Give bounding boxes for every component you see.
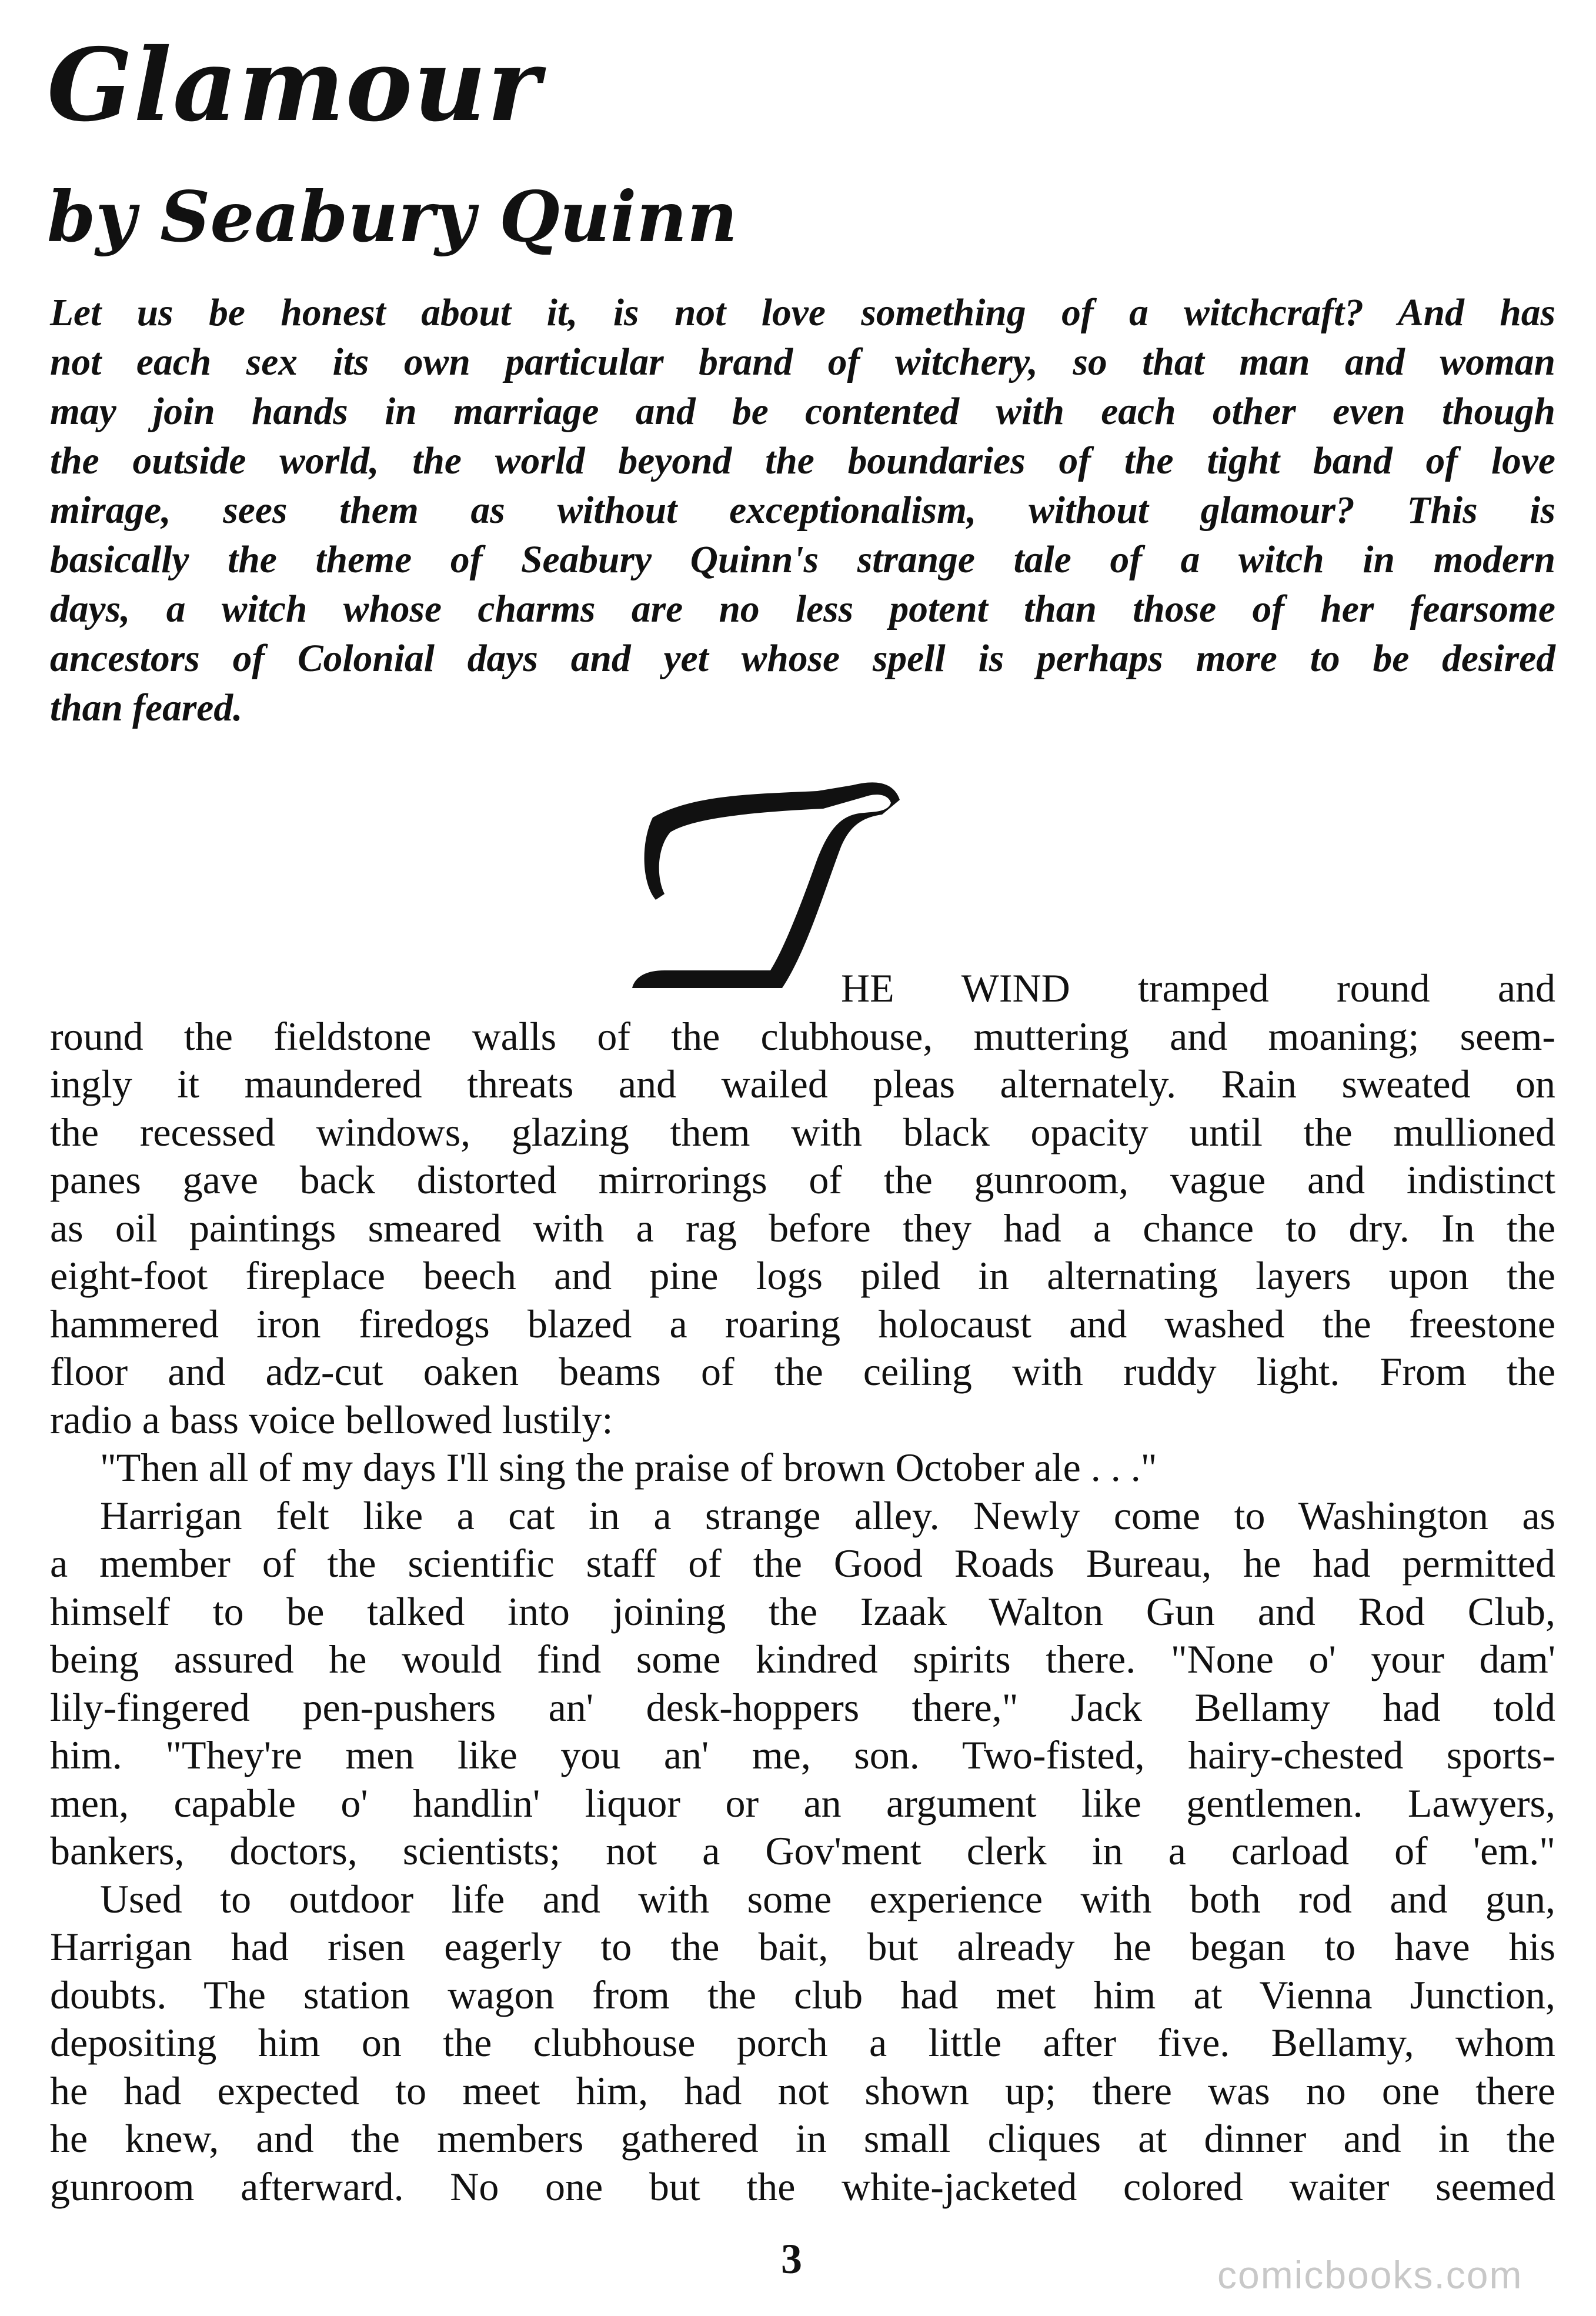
body-line: lily-fingered pen-pushers an' desk-hoppers there," Jack Bellamy had told — [50, 1684, 1555, 1730]
body-line: he knew, and the members gathered in small cliques at dinner and in the — [50, 2116, 1555, 2161]
body-line: eight-foot fireplace beech and pine logs piled in alternating layers upon the — [50, 1253, 1555, 1298]
body-line: HE WIND tramped round and — [841, 966, 1555, 1010]
intro-line: may join hands in marriage and be contented with each other even though — [50, 391, 1555, 433]
body-line: men, capable o' handlin' liquor or an argument like gentlemen. Lawyers, — [50, 1780, 1555, 1826]
intro-line: ancestors of Colonial days and yet whose spell is perhaps more to be desired — [50, 638, 1555, 680]
body-line: doubts. The station wagon from the club had met him at Vienna Junction, — [50, 1972, 1555, 2017]
body-line: himself to be talked into joining the Izaak Walton Gun and Rod Club, — [50, 1589, 1555, 1634]
body-line: gunroom afterward. No one but the white-jacketed colored waiter seemed — [50, 2164, 1555, 2209]
body-line: hammered iron firedogs blazed a roaring holocaust and washed the freestone — [50, 1301, 1555, 1346]
intro-line: basically the theme of Seabury Quinn's strange tale of a witch in modern — [50, 539, 1555, 581]
watermark: comicbooks.com — [1217, 2253, 1523, 2297]
intro-blurb — [50, 288, 1555, 733]
intro-line: days, a witch whose charms are no less potent than those of her fearsome — [50, 588, 1555, 630]
body-line: Harrigan had risen eagerly to the bait, but already he began to have his — [50, 1924, 1555, 1969]
intro-line: mirage, sees them as without exceptionalism, without glamour? This is — [50, 489, 1555, 532]
story-body — [50, 965, 1555, 2211]
intro-line: not each sex its own particular brand of witchery, so that man and woman — [50, 341, 1555, 383]
body-line: Used to outdoor life and with some experience with both rod and gun, — [100, 1876, 1555, 1921]
intro-line: than feared. — [50, 687, 243, 729]
author-byline: by Seabury Quinn — [47, 176, 738, 258]
intro-line: Let us be honest about it, is not love something of a witchcraft? And has — [50, 292, 1555, 334]
body-line: "Then all of my days I'll sing the praise of brown October ale . . ." — [100, 1445, 1157, 1490]
body-line: panes gave back distorted mirrorings of the gunroom, vague and indistinct — [50, 1157, 1555, 1202]
body-line: being assured he would find some kindred spirits there. "None o' your dam' — [50, 1637, 1555, 1681]
body-line: him. "They're men like you an' me, son. Two-fisted, hairy-chested sports- — [50, 1733, 1555, 1777]
body-line: as oil paintings smeared with a rag before they had a chance to dry. In the — [50, 1205, 1555, 1250]
body-line: Harrigan felt like a cat in a strange alley. Newly come to Washington as — [100, 1493, 1555, 1538]
body-line: the recessed windows, glazing them with black opacity until the mullioned — [50, 1109, 1555, 1154]
body-line: a member of the scientific staff of the Good Roads Bureau, he had permitted — [50, 1541, 1555, 1586]
intro-line: the outside world, the world beyond the boundaries of the tight band of love — [50, 440, 1555, 482]
story-title: Glamour — [47, 26, 542, 144]
body-line: ingly it maundered threats and wailed pleas alternately. Rain sweated on — [50, 1062, 1555, 1106]
body-line: round the fieldstone walls of the clubhouse, muttering and moaning; seem- — [50, 1013, 1555, 1059]
body-line: he had expected to meet him, had not shown up; there was no one there — [50, 2068, 1555, 2113]
body-line: bankers, doctors, scientists; not a Gov'ment clerk in a carload of 'em." — [50, 1828, 1555, 1873]
page-number: 3 — [781, 2235, 802, 2282]
body-line: radio a bass voice bellowed lustily: — [50, 1397, 613, 1442]
body-line: depositing him on the clubhouse porch a little after five. Bellamy, whom — [50, 2020, 1555, 2065]
body-line: floor and adz-cut oaken beams of the ceiling with ruddy light. From the — [50, 1349, 1555, 1394]
